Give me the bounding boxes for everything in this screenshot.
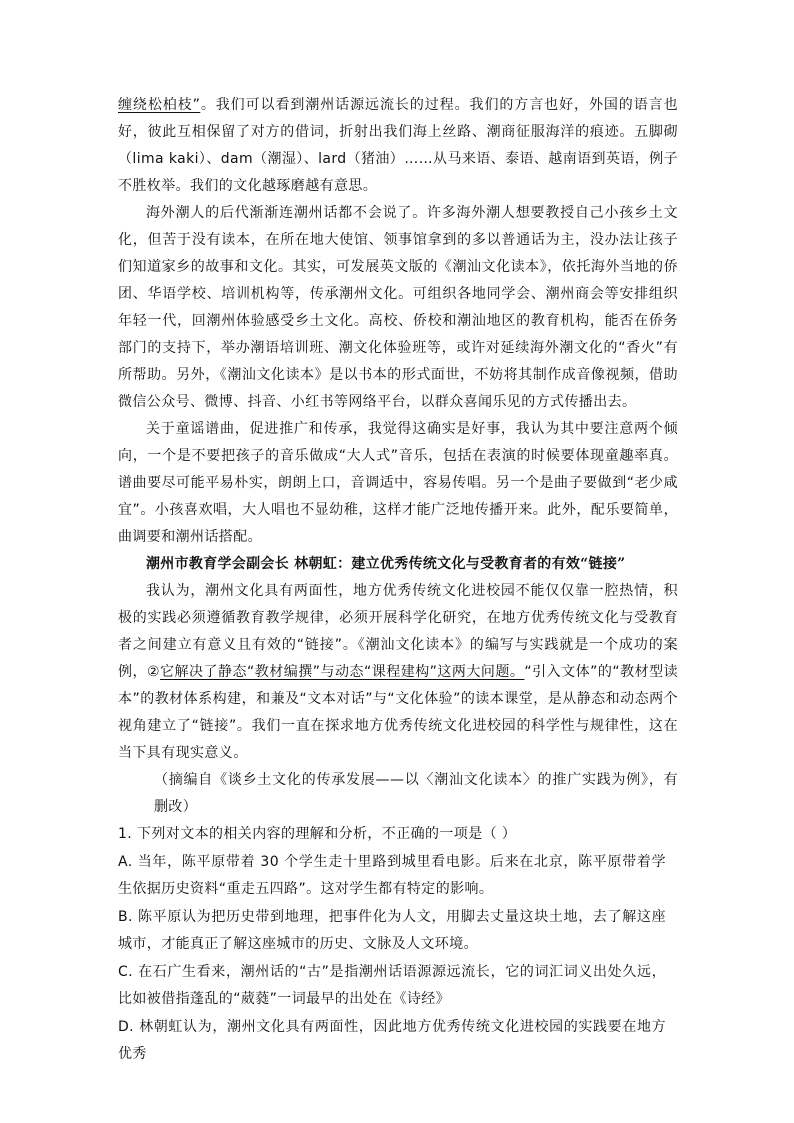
option-d: D. 林朝虹认为，潮州文化具有两面性，因此地方优秀传统文化进校园的实践要在地方优秀 bbox=[118, 1018, 666, 1062]
paragraph-2: 海外潮人的后代渐渐连潮州话都不会说了。许多海外潮人想要教授自己小孩乡土文化，但苦于没有读本，在所在地大使馆、领事馆拿到的多以普通话为主，没办法让孩子们知道家乡的故事和文化。其实，可发展英文版的《潮汕文化读本》，依托海外当地的侨团、华语学校、培训机构等，传承潮州文化。可组织各地同学会、潮州商会等安排组织年轻一代，回潮州体验感受乡土文化。高校、侨校和潮汕地区的教育机构，能否在侨务部门的支持下，举办潮语培训班、潮文化体验班等，或许对延续海外潮文化的“香火”有所帮助。另外，《潮汕文化读本》是以书本的形式面世，不妨将其制作成音像视频，借助微信公众号、微博、抖音、小红书等网络平台，以群众喜闻乐见的方式传播出去。 bbox=[118, 205, 678, 410]
option-b: B. 陈平原认为把历史带到地理，把事件化为人文，用脚去丈量这块土地，去了解这座城市，才能真正了解这座城市的历史、文脉及人文环境。 bbox=[118, 908, 666, 952]
paragraph-1-text: 。我们可以看到潮州话源远流长的过程。我们的方言也好，外国的语言也好，彼此互相保留了对方的借词，折射出我们海上丝路、潮商征服海洋的痕迹。五脚砌（lima kaki）、dam（潮湿）、lard（猪油）……从马来语、泰语、越南语到英语，例子不胜枚举。我们的文化越琢磨越有意思。 bbox=[118, 97, 678, 194]
section-heading: 潮州市教育学会副会长 林朝虹：建立优秀传统文化与受教育者的有效“链接” bbox=[146, 556, 626, 572]
underlined-sentence: 它解决了静态“教材编撰”与动态“课程建构”这两大问题。 bbox=[160, 664, 525, 680]
option-a: A. 当年，陈平原带着 30 个学生走十里路到城里看电影。后来在北京，陈平原带着学生依据历史资料“重走五四路”。这对学生都有特定的影响。 bbox=[118, 853, 666, 897]
page-content bbox=[118, 92, 678, 1069]
paragraph-4 bbox=[118, 578, 678, 767]
paragraph-1 bbox=[118, 92, 678, 200]
paragraph-3: 关于童谣谱曲，促进推广和传承，我觉得这确实是好事，我认为其中要注意两个倾向，一个是不要把孩子的音乐做成“大人式”音乐，包括在表演的时候要体现童趣率真。谱曲要尽可能平易朴实，朗朗上口，音调适中，容易传唱。另一个是曲子要做到“老少咸宜”。小孩喜欢唱，大人唱也不显幼稚，这样才能广泛地传播开来。此外，配乐要简单，曲调要和潮州话搭配。 bbox=[118, 421, 678, 545]
option-c: C. 在石广生看来，潮州话的“古”是指潮州话语源源远流长，它的词汇词义出处久远，比如被借指蓬乱的“葳蕤”一词最早的出处在《诗经》 bbox=[118, 963, 666, 1007]
underlined-phrase: 缠绕松柏枝” bbox=[118, 97, 201, 113]
paragraph-4-text-a: 我认为，潮州文化具有两面性，地方优秀传统文化进校园不能仅仅靠一腔热情，积极的实践必须遵循教育教学规律，必须开展科学化研究，在地方优秀传统文化与受教育者之间建立有意义且有效的“链接”。《潮汕文化读本》的编写与实践就是一个成功的案例，② bbox=[118, 583, 678, 680]
question-stem: 1. 下列对文本的相关内容的理解和分析，不正确的一项是（ ） bbox=[118, 826, 517, 842]
source-citation: （摘编自《谈乡土文化的传承发展——以〈潮汕文化读本〉的推广实践为例》，有删改） bbox=[154, 772, 678, 815]
paragraph-4-text-b: “引入文体”的“教材型读本”的教材体系构建，和兼及“文本对话”与“文化体验”的读本课堂，是从静态和动态两个视角建立了“链接”。我们一直在探求地方优秀传统文化进校园的科学性与规律性，这在当下具有现实意义。 bbox=[118, 664, 679, 761]
